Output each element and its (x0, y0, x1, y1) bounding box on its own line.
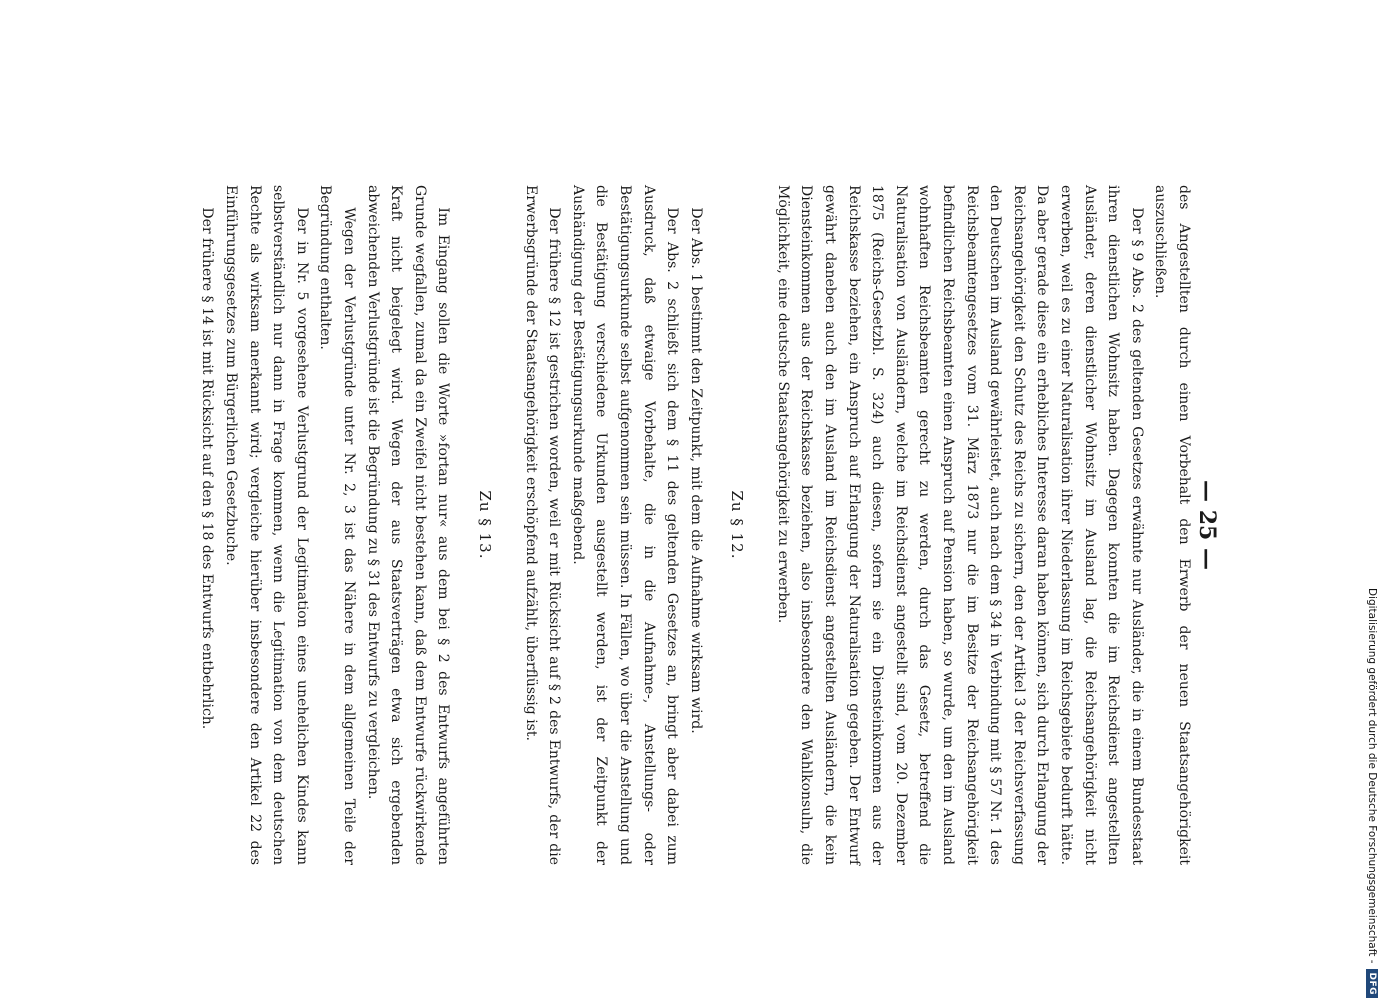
paragraph: Der frühere § 12 ist gestrichen worden, weil er mit Rücksicht auf § 2 des Entwurfs, der die Erwerbsgründe der Staatsangehörigkeit erschöpfend aufzählt, überflüssig ist. (522, 185, 563, 865)
paragraph: des Angestellten durch einen Vorbehalt den Erwerb der neuen Staatsangehörigkeit auszuschließen. (1152, 185, 1192, 865)
paragraph: Der Abs. 2 schließt sich dem § 11 des geltenden Gesetzes an, bringt aber dabei zum Ausdruck, daß etwaige Vorbehalte, die in die Aufnahme-, Anstellungs- oder Bestätigungsurkunde selbst aufgenommen sein müssen. In Fällen, wo über die Anstellung und die Bestätigung verschiedene Urkunden ausgestellt werden, ist der Zeitpunkt der Aushändigung der Bestätigungsurkunde maßgebend. (569, 185, 681, 865)
section-heading: Zu § 12. (728, 490, 747, 560)
paragraph: Wegen der Verlustgründe unter Nr. 2, 3 ist das Nähere in dem allgemeinen Teile der Begründung enthalten. (317, 185, 357, 865)
scanned-page (60, 145, 1240, 905)
paragraph: Der frühere § 14 ist mit Rücksicht auf den § 18 des Entwurfs entbehrlich. (199, 207, 216, 730)
digitisation-credit (1364, 8, 1383, 998)
paragraph: Der in Nr. 5 vorgesehene Verlustgrund der Legitimation eines unehelichen Kindes kann selbstverständlich nur dann in Frage kommen, wenn die Legitimation von dem deutschen Rechte als wirksam anerkannt wird; vergleiche hierüber insbesondere den Artikel 22 des Einführungsgesetzes zum Bürgerlichen Gesetzbuche. (223, 185, 310, 865)
dfg-logo: DFG (1366, 969, 1378, 998)
paragraph: Der Abs. 1 bestimmt den Zeitpunkt, mit dem die Aufnahme wirksam wird. (687, 207, 704, 734)
paragraph: Der § 9 Abs. 2 des geltenden Gesetzes erwähnte nur Ausländer, die in einem Bundesstaat ihren dienstlichen Wohnsitz haben. Dagegen konnten die im Reichsdienst angestellten Ausländer, deren dienstlicher Wohnsitz im Ausland lag, die Reichsangehörigkeit nicht erwerben, weil es zu einer Naturalisation ihrer Niederlassung im Reichsgebiete bedurft hätte. Da aber gerade diese ein erhebliches Interesse daran haben können, sich durch Erlangung der Reichsangehörigkeit den Schutz des Reichs zu sichern, den der Artikel 3 der Reichsverfassung den Deutschen im Ausland gewährleistet, auch nach dem § 34 in Verbindung mit § 57 Nr. 1 des Reichsbeamtengesetzes vom 31. März 1873 nur die im Besitze der Reichsangehörigkeit befindlichen Reichsbeamten einen Anspruch auf Pension haben, so wurde, um den im Ausland wohnhaften Reichsbeamten gerecht zu werden, durch das Gesetz, betreffend die Naturalisation von Ausländern, welche im Reichsdienst angestellt sind, vom 20. Dezember 1875 (Reichs-Gesetzbl. S. 324) auch diesen, sofern sie ein Diensteinkommen aus der Reichskasse beziehen, ein Anspruch auf Erlangung der Naturalisation gegeben. Der Entwurf gewährt daneben auch den im Ausland im Reichsdienst angestellten Ausländern, die kein Diensteinkommen aus der Reichskasse beziehen, also insbesondere den Wahlkonsuln, die Möglichkeit, eine deutsche Staatsangehörigkeit zu erwerben. (774, 185, 1145, 865)
section-heading: Zu § 13. (475, 490, 494, 560)
document-body (195, 185, 1195, 865)
page-number: — 25 — (1194, 480, 1220, 570)
credit-text: Digitalisierung gefördert durch die Deutsche Forschungsgemeinschaft - (1366, 587, 1378, 964)
paragraph: Im Eingang sollen die Worte »fortan nur« aus dem bei § 2 des Entwurfs angeführten Grunde wegfallen, zumal da ein Zweifel nicht bestehen kann, daß dem Entwurfe rückwirkende Kraft nicht beigelegt wird. Wegen der aus Staatsverträgen etwa sich ergebenden abweichenden Verlustgründe ist die Begründung zu § 31 des Entwurfs zu vergleichen. (364, 185, 452, 865)
